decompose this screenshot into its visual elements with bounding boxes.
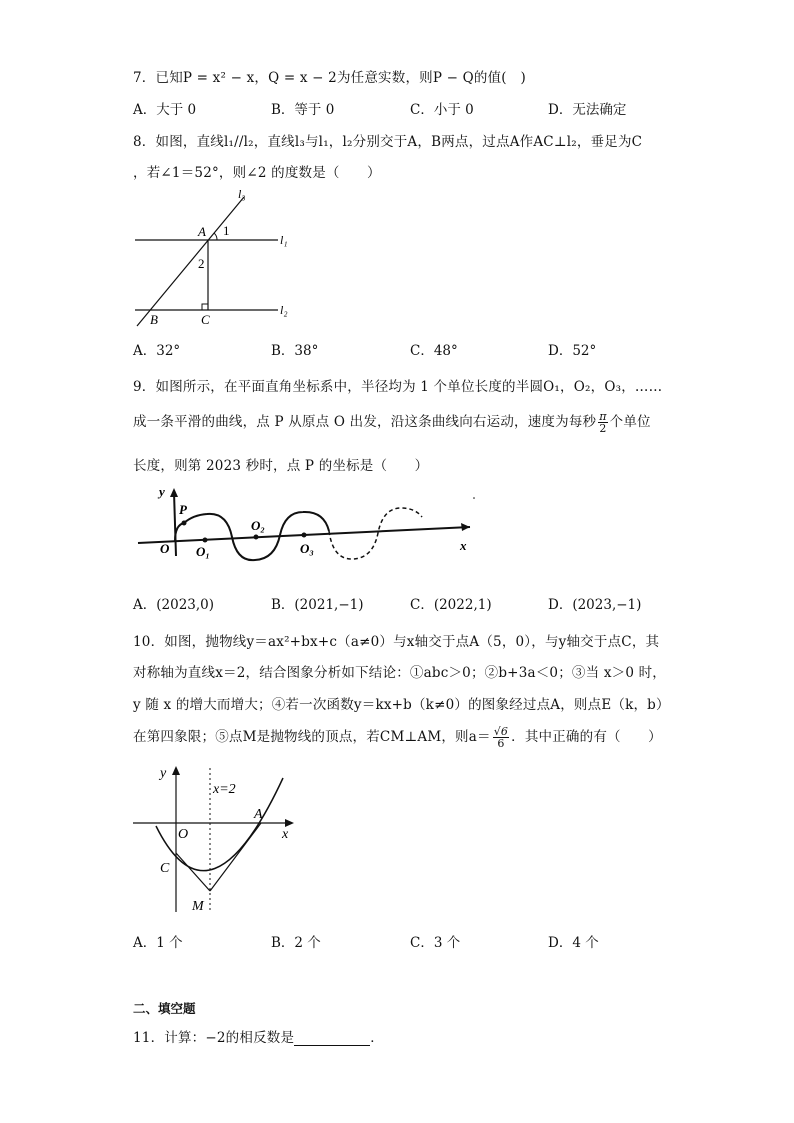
q10-figure [128,760,303,915]
q7-option-c: C．小于 0 [410,102,474,118]
q10-x-arrow [285,819,294,827]
q10-label-y: y [160,766,167,781]
q9-line2-text: 成一条平滑的曲线，点 P 从原点 O 出发，沿这条曲线向右运动，速度为每秒 [133,414,597,430]
q7-option-d: D．无法确定 [548,102,627,118]
q11-text-end: ． [370,1030,384,1046]
q9-y-arrow [170,488,178,497]
label-a: A [198,224,206,239]
q9-label-o: O [160,541,170,556]
q10-segment-am [210,823,261,891]
q9-label-o3: O₃ [300,541,314,556]
q8-option-a: A．32° [133,343,181,359]
q7-option-a: A．大于 0 [133,102,197,118]
q8-option-d: D．52° [548,343,597,359]
q9-x-arrow [461,523,470,531]
q10-option-b: B．2 个 [271,935,321,951]
q8-stem-line2: ，若∠1＝52°，则∠2 的度数是（ ） [133,165,381,181]
q9-y-axis [174,492,176,556]
label-c: C [201,312,210,327]
q9-stray-dot [473,497,475,499]
q9-point-o1 [203,538,208,543]
q10-y-arrow [172,766,180,775]
q7-option-b: B．等于 0 [271,102,335,118]
q9-stem-line1: 9．如图所示，在平面直角坐标系中，半径均为 1 个单位长度的半圆O₁，O₂，O₃，…… [133,379,663,395]
q10-stem-line4 [133,725,662,749]
q9-label-y: y [159,484,165,499]
q9-speed-fraction [598,411,607,434]
q11-text: 11．计算：−2的相反数是 [133,1030,295,1046]
q8-option-b: B．38° [271,343,319,359]
q9-option-c: C．(2022,1) [410,597,492,613]
q10-label-m: M [192,899,204,914]
q10-stem-line3: y 随 x 的增大而增大；④若一次函数y＝kx+b（k≠0）的图象经过点A，则点E（k，b） [133,697,670,713]
section-title-fill-in: 二、填空题 [133,1001,196,1016]
q9-stem-line2 [133,410,651,434]
label-angle1: 1 [223,223,230,238]
q10-option-d: D．4 个 [548,935,599,951]
q9-figure [135,480,480,572]
q10-label-x: x [282,827,289,842]
q9-label-x: x [460,538,467,553]
q10-line4-tail: ．其中正确的有（ ） [511,729,662,745]
right-angle-mark [202,304,208,310]
q9-frac-den: 2 [599,422,607,435]
q10-segment-cm [176,853,210,891]
angle1-arc [214,233,217,240]
q8-option-c: C．48° [410,343,458,359]
label-angle2: 2 [198,256,205,271]
q10-label-axis: x=2 [213,782,236,797]
q9-point-o2 [254,535,259,540]
q10-label-a: A [254,807,263,822]
q10-label-o: O [178,827,189,842]
q10-option-a: A．1 个 [133,935,183,951]
label-l1: l₁ [280,233,288,247]
q10-frac-den: 6 [497,737,505,750]
q10-option-c: C．3 个 [410,935,461,951]
q11-answer-blank[interactable] [294,1033,370,1046]
q9-frac-num: π [599,410,607,423]
line-l3 [137,197,244,326]
q11-stem [133,1026,384,1046]
q9-label-p: P [179,502,187,517]
q9-option-b: B．(2021,−1) [271,597,364,613]
q9-point-o3 [302,533,307,538]
q9-label-o2: O₂ [251,518,265,533]
q10-line4-text: 在第四象限；⑤点M是抛物线的顶点，若CM⊥AM，则a＝ [133,729,491,745]
q10-a-fraction [493,726,509,749]
q9-point-p [182,521,187,526]
q9-stem-line3: 长度，则第 2023 秒时，点 P 的坐标是（ ） [133,458,429,474]
q8-stem-line1: 8．如图，直线l₁//l₂，直线l₃与l₁，l₂分别交于A，B两点，过点A作AC⊥l₂，垂足为C [133,134,643,150]
q8-figure [128,188,298,330]
q9-option-a: A．(2023,0) [133,597,215,613]
q10-stem-line1: 10．如图，抛物线y＝ax²+bx+c（a≠0）与x轴交于点A（5，0），与y轴交于点C，其 [133,634,660,650]
q10-label-c: C [160,861,170,876]
label-l2: l₂ [280,303,288,317]
q10-frac-num: √6 [493,725,509,738]
q9-option-d: D．(2023,−1) [548,597,642,613]
q9-label-o1: O₁ [196,544,210,559]
q10-stem-line2: 对称轴为直线x＝2，结合图象分析如下结论：①abc＞0；②b+3a＜0；③当 x＞0 时， [133,665,667,681]
label-l3: l₃ [238,188,246,201]
q9-line2-tail: 个单位 [609,414,651,430]
q7-stem: 7．已知P = x² − x，Q = x − 2为任意实数，则P − Q的值( ) [133,70,526,86]
label-b: B [150,312,158,327]
